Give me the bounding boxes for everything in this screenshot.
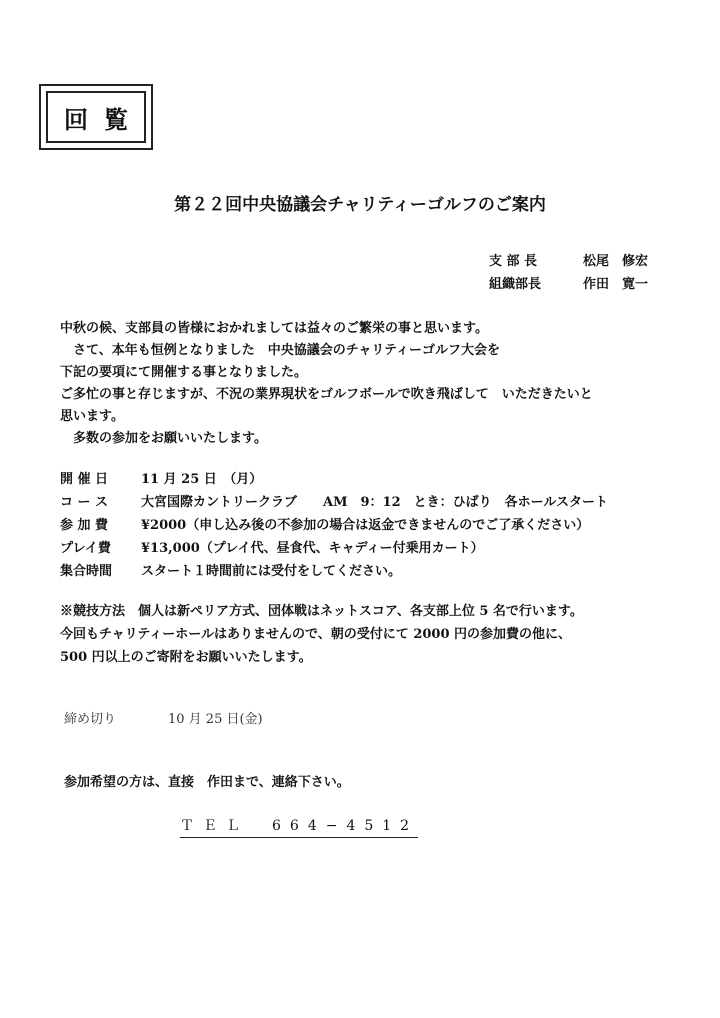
body-line: ご多忙の事と存じますが、不況の業界現状をゴルフボールで吹き飛ばして いただきたいと [60,387,593,402]
detail-value-date: 11 月 25 日 （月） [141,472,263,487]
body-line: 思います。 [60,409,124,424]
detail-label-course: コ ー ス [60,495,109,510]
document-title: 第２２回中央協議会チャリティーゴルフのご案内 [174,195,546,215]
stamp-text: 回覧 [46,91,146,143]
sender-name-2: 作田 寛一 [583,277,649,292]
circulation-stamp [39,84,153,150]
sender-name-1: 松尾 修宏 [583,254,649,269]
deadline-label: 締め切り [64,712,117,727]
detail-label-fee: 参 加 費 [60,518,109,533]
detail-value-play-fee: ¥13,000（プレイ代、昼食代、キャディー付乗用カート） [141,541,484,556]
body-line: 中秋の候、支部員の皆様におかれましては益々のご繁栄の事と思います。 [60,321,488,336]
note-line: 今回もチャリティーホールはありませんので、朝の受付にて 2000 円の参加費の他に、 [60,627,572,642]
body-line: さて、本年も恒例となりました 中央協議会のチャリティーゴルフ大会を [60,343,501,358]
note-line: 500 円以上のご寄附をお願いいたします。 [60,650,312,665]
detail-value-course: 大宮国際カントリークラブ AM 9：12 とき：ひばり 各ホールスタート [141,495,608,510]
telephone-number: ＴＥＬ 664−4512 [180,815,418,838]
detail-value-meeting-time: スタート１時間前には受付をしてください。 [141,564,402,579]
contact-instruction: 参加希望の方は、直接 作田まで、連絡下さい。 [64,775,350,790]
detail-label-date: 開 催 日 [60,472,109,487]
detail-label-meeting-time: 集合時間 [60,564,113,579]
detail-label-play-fee: プレイ費 [60,541,111,556]
detail-value-fee: ¥2000（申し込み後の不参加の場合は返金できませんのでご了承ください） [141,518,590,533]
note-line: ※競技方法 個人は新ペリア方式、団体戦はネットスコア、各支部上位 5 名で行います。 [60,604,583,619]
body-line: 下記の要項にて開催する事となりました。 [60,365,308,380]
sender-role-2: 組織部長 [489,277,542,292]
sender-role-1: 支 部 長 [489,254,538,269]
deadline-value: 10 月 25 日(金) [168,712,263,727]
body-line: 多数の参加をお願いいたします。 [60,431,267,446]
